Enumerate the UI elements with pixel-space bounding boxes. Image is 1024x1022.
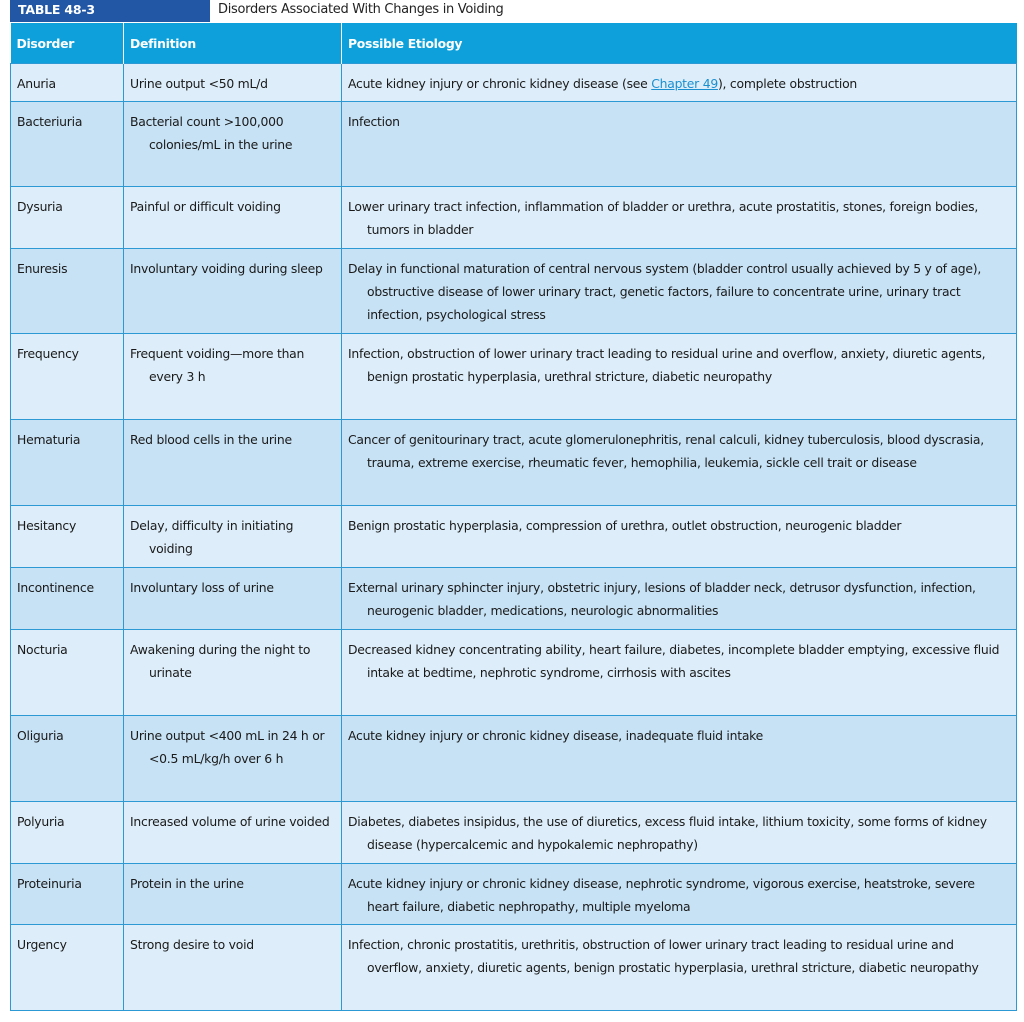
table-row xyxy=(11,925,1017,1011)
etiology-text: Acute kidney injury or chronic kidney disease, inadequate fluid intake xyxy=(348,728,764,743)
definition-text: Protein in the urine xyxy=(130,876,244,891)
disorder-cell xyxy=(11,864,124,925)
disorder-cell xyxy=(11,506,124,568)
definition-text: Frequent voiding—more than every 3 h xyxy=(130,346,305,384)
disorder-text: Bacteriuria xyxy=(17,114,83,129)
disorder-text: Enuresis xyxy=(17,261,68,276)
table-row xyxy=(11,102,1017,187)
definition-cell xyxy=(124,568,342,630)
definition-text: Strong desire to void xyxy=(130,937,254,952)
definition-cell xyxy=(124,630,342,716)
definition-cell xyxy=(124,864,342,925)
etiology-text: Cancer of genitourinary tract, acute glomerulonephritis, renal calculi, kidney tuberculosis, blood dyscrasia, trauma, extreme exercise, rheumatic fever, hemophilia, leukemia, sickle cell trait or disease xyxy=(348,432,984,470)
definition-cell xyxy=(124,64,342,102)
etiology-text: Acute kidney injury or chronic kidney disease, nephrotic syndrome, vigorous exercise, heatstroke, severe heart failure, diabetic nephropathy, multiple myeloma xyxy=(348,876,975,914)
definition-text: Urine output <400 mL in 24 h or <0.5 mL/kg/h over 6 h xyxy=(130,728,325,766)
etiology-cell xyxy=(342,925,1017,1011)
etiology-text: Lower urinary tract infection, inflammation of bladder or urethra, acute prostatitis, stones, foreign bodies, tumors in bladder xyxy=(348,199,979,237)
etiology-cell xyxy=(342,802,1017,864)
definition-cell xyxy=(124,716,342,802)
definition-cell xyxy=(124,187,342,249)
etiology-cell xyxy=(342,249,1017,334)
definition-cell xyxy=(124,249,342,334)
disorder-text: Nocturia xyxy=(17,642,68,657)
disorder-cell xyxy=(11,334,124,420)
disorder-text: Hematuria xyxy=(17,432,81,447)
etiology-text: External urinary sphincter injury, obstetric injury, lesions of bladder neck, detrusor dysfunction, infection, neurogenic bladder, medications, neurologic abnormalities xyxy=(348,580,976,618)
definition-text: Painful or difficult voiding xyxy=(130,199,281,214)
etiology-text: Benign prostatic hyperplasia, compression of urethra, outlet obstruction, neurogenic bladder xyxy=(348,518,902,533)
disorder-text: Frequency xyxy=(17,346,79,361)
etiology-text: Delay in functional maturation of central nervous system (bladder control usually achieved by 5 y of age), obstructive disease of lower urinary tract, genetic factors, failure to concentrate urine, urinary tract infection, psychological stress xyxy=(348,261,982,322)
disorder-cell xyxy=(11,102,124,187)
disorder-text: Incontinence xyxy=(17,580,94,595)
disorder-text: Dysuria xyxy=(17,199,63,214)
table-row xyxy=(11,802,1017,864)
disorder-text: Anuria xyxy=(17,76,56,91)
disorder-cell xyxy=(11,925,124,1011)
etiology-cell xyxy=(342,716,1017,802)
table-row xyxy=(11,568,1017,630)
definition-text: Involuntary voiding during sleep xyxy=(130,261,323,276)
definition-cell xyxy=(124,506,342,568)
disorder-cell xyxy=(11,802,124,864)
header-disorder: Disorder xyxy=(11,23,124,64)
disorder-cell xyxy=(11,64,124,102)
disorder-text: Hesitancy xyxy=(17,518,77,533)
disorder-cell xyxy=(11,187,124,249)
header-definition: Definition xyxy=(124,23,342,64)
disorder-cell xyxy=(11,249,124,334)
table-title: Disorders Associated With Changes in Voiding xyxy=(218,2,504,17)
etiology-text-after: ), complete obstruction xyxy=(717,76,857,91)
etiology-cell xyxy=(342,864,1017,925)
table-row xyxy=(11,864,1017,925)
etiology-cell xyxy=(342,187,1017,249)
definition-cell xyxy=(124,102,342,187)
table-row xyxy=(11,249,1017,334)
disorder-text: Urgency xyxy=(17,937,67,952)
disorder-cell xyxy=(11,568,124,630)
definition-text: Delay, difficulty in initiating voiding xyxy=(130,518,294,556)
etiology-text: Infection, chronic prostatitis, urethritis, obstruction of lower urinary tract leading to residual urine and overflow, anxiety, diuretic agents, benign prostatic hyperplasia, urethral stricture, diabetic neuropathy xyxy=(348,937,979,975)
disorder-cell xyxy=(11,716,124,802)
etiology-cell xyxy=(342,568,1017,630)
table-row xyxy=(11,420,1017,506)
definition-text: Increased volume of urine voided xyxy=(130,814,330,829)
table-header-row xyxy=(11,23,1017,64)
etiology-text-before: Acute kidney injury or chronic kidney disease (see xyxy=(348,76,652,91)
table-row xyxy=(11,630,1017,716)
definition-cell xyxy=(124,334,342,420)
disorder-text: Oliguria xyxy=(17,728,64,743)
chapter-49-link[interactable]: Chapter 49 xyxy=(651,76,718,91)
table-row xyxy=(11,716,1017,802)
etiology-cell xyxy=(342,102,1017,187)
header-etiology: Possible Etiology xyxy=(342,23,1017,64)
definition-text: Red blood cells in the urine xyxy=(130,432,292,447)
etiology-text: Infection xyxy=(348,114,400,129)
table-row xyxy=(11,187,1017,249)
table-number-label: TABLE 48-3 xyxy=(10,0,210,22)
etiology-cell xyxy=(342,420,1017,506)
table-row xyxy=(11,334,1017,420)
definition-cell xyxy=(124,420,342,506)
table-row xyxy=(11,506,1017,568)
disorder-cell xyxy=(11,420,124,506)
definition-text: Awakening during the night to urinate xyxy=(130,642,311,680)
table-caption xyxy=(10,0,1016,22)
table-row xyxy=(11,64,1017,102)
definition-cell xyxy=(124,802,342,864)
etiology-cell xyxy=(342,506,1017,568)
definition-text: Involuntary loss of urine xyxy=(130,580,274,595)
etiology-cell xyxy=(342,64,1017,102)
etiology-text: Infection, obstruction of lower urinary tract leading to residual urine and overflow, anxiety, diuretic agents, benign prostatic hyperplasia, urethral stricture, diabetic neuropathy xyxy=(348,346,986,384)
definition-cell xyxy=(124,925,342,1011)
disorder-text: Proteinuria xyxy=(17,876,82,891)
definition-text: Bacterial count >100,000 colonies/mL in the urine xyxy=(130,114,293,152)
etiology-text: Decreased kidney concentrating ability, heart failure, diabetes, incomplete bladder emptying, excessive fluid intake at bedtime, nephrotic syndrome, cirrhosis with ascites xyxy=(348,642,1000,680)
etiology-text: Diabetes, diabetes insipidus, the use of diuretics, excess fluid intake, lithium toxicity, some forms of kidney disease (hypercalcemic and hypokalemic nephropathy) xyxy=(348,814,987,852)
definition-text: Urine output <50 mL/d xyxy=(130,76,268,91)
etiology-cell xyxy=(342,334,1017,420)
etiology-text xyxy=(348,72,1010,95)
etiology-cell xyxy=(342,630,1017,716)
disorder-text: Polyuria xyxy=(17,814,65,829)
voiding-disorders-table xyxy=(10,23,1017,1011)
disorder-cell xyxy=(11,630,124,716)
